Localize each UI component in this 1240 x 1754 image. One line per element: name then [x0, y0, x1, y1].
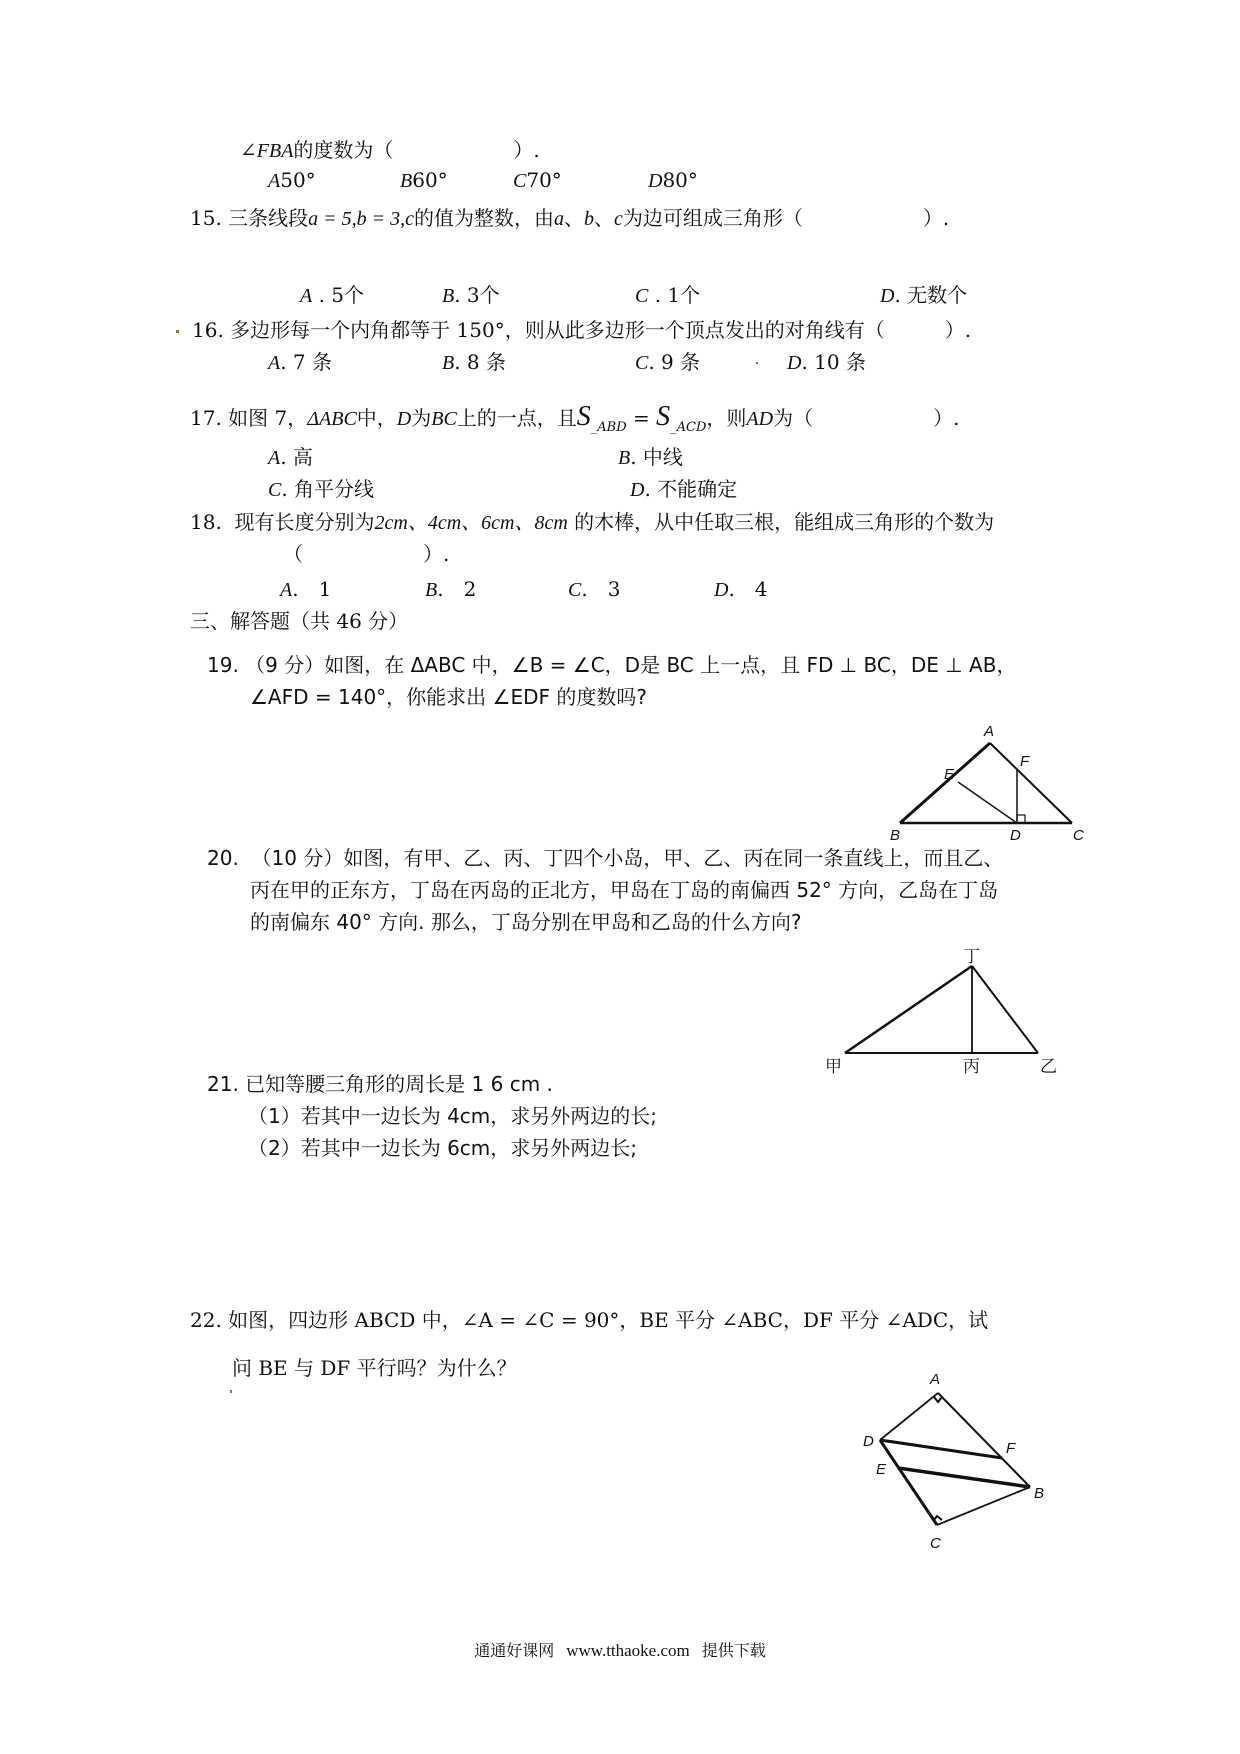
- label-d: D: [863, 1433, 874, 1450]
- q14-option-c: C70°: [513, 168, 562, 192]
- segment-ding-yi: [972, 966, 1038, 1053]
- q17-stem: 17. 如图 7，ΔABC中，D为BC上的一点，且$S_{\_ABD} = S_{\_ACD}$，则AD为（ ）.: [190, 401, 960, 435]
- q17-option-c: C. 角平分线: [268, 477, 375, 501]
- q15-option-a: A . 5个: [300, 283, 365, 307]
- segment-ad: [880, 1393, 938, 1440]
- right-angle-mark-a: [934, 1397, 942, 1402]
- page-footer: [0, 1638, 1240, 1661]
- q21-part2: （2）若其中一边长为 6cm，求另外两边长;: [248, 1136, 638, 1160]
- footer-url: www.tthaoke.com: [566, 1641, 690, 1660]
- label-d: D: [1010, 827, 1021, 844]
- q15-option-b: B. 3个: [442, 283, 500, 307]
- label-ding: 丁: [963, 947, 980, 967]
- q16-stem: 16. 多边形每一个内角都等于 150°，则从此多边形一个顶点发出的对角线有（ ）.: [192, 318, 972, 342]
- q18-option-d: D. 4: [714, 577, 768, 601]
- label-yi: 乙: [1040, 1057, 1057, 1077]
- label-c: C: [930, 1535, 941, 1552]
- segment-jia-ding: [845, 966, 972, 1053]
- q17-option-a: A. 高: [268, 445, 313, 469]
- q18-option-a: A. 1: [280, 577, 332, 601]
- label-c: C: [1073, 827, 1084, 844]
- q21-part1: （1）若其中一边长为 4cm，求另外两边的长;: [248, 1104, 658, 1128]
- segment-cb: [937, 1487, 1030, 1525]
- label-a: A: [984, 723, 995, 740]
- stray-dot: [230, 1390, 232, 1393]
- q17-option-b: B. 中线: [618, 445, 683, 469]
- q14-stem-text: 的度数为（ ）.: [293, 138, 540, 162]
- q20-line1: 20. （10 分）如图，有甲、乙、丙、丁四个小岛，甲、乙、丙在同一条直线上，而且乙、: [207, 846, 1004, 870]
- q18-option-b: B. 2: [425, 577, 477, 601]
- q15-option-c: C . 1个: [635, 283, 701, 307]
- label-a: A: [930, 1371, 941, 1388]
- q18-option-c: C. 3: [568, 577, 621, 601]
- q20-line2: 丙在甲的正东方，丁岛在丙岛的正北方，甲岛在丁岛的南偏西 52° 方向，乙岛在丁岛: [250, 878, 999, 902]
- label-f: F: [1020, 753, 1030, 770]
- q19-line1: 19. （9 分）如图，在 ΔABC 中，∠B = ∠C，D是 BC 上一点，且 FD ⊥ BC，DE ⊥ AB，: [207, 653, 1017, 677]
- label-e: E: [944, 766, 955, 783]
- segment-df: [880, 1440, 1002, 1458]
- label-bing: 丙: [963, 1057, 980, 1077]
- q18-blank: （ ）.: [283, 542, 450, 566]
- stray-dot: [176, 330, 179, 333]
- segment-ab: [900, 743, 990, 823]
- q14-option-a: A50°: [268, 168, 316, 192]
- q20-line3: 的南偏东 40° 方向. 那么，丁岛分别在甲岛和乙岛的什么方向?: [250, 910, 802, 934]
- q14-stem: [240, 140, 540, 161]
- stray-dot: [756, 362, 758, 364]
- right-angle-mark-c: [934, 1516, 942, 1520]
- q20-figure: [820, 930, 1080, 1080]
- segment-de: [958, 782, 1017, 823]
- segment-ac: [990, 743, 1072, 823]
- q22-line1: 22. 如图，四边形 ABCD 中，∠A = ∠C = 90°，BE 平分 ∠ABC，DF 平分 ∠ADC，试: [190, 1308, 989, 1332]
- label-e: E: [876, 1461, 887, 1478]
- q14-option-d: D80°: [648, 168, 698, 192]
- label-b: B: [1034, 1485, 1045, 1502]
- label-b: B: [890, 827, 901, 844]
- q21-line1: 21. 已知等腰三角形的周长是 1 6 cm .: [207, 1072, 553, 1096]
- q16-option-d: D. 10 条: [787, 350, 866, 374]
- q19-figure: [890, 710, 1110, 844]
- q14-angle: ∠FBA: [240, 140, 294, 162]
- segment-ab: [938, 1393, 1030, 1487]
- segment-eb: [898, 1468, 1030, 1487]
- q15-stem: 15. 三条线段a = 5,b = 3,c的值为整数，由a、b、c为边可组成三角形（ ）.: [190, 206, 950, 230]
- q16-option-a: A. 7 条: [268, 350, 333, 374]
- q17-option-d: D. 不能确定: [630, 477, 738, 501]
- section-3-title: 三、解答题（共 46 分）: [190, 609, 409, 633]
- segment-dc: [880, 1440, 937, 1525]
- q19-line2: ∠AFD = 140°，你能求出 ∠EDF 的度数吗?: [250, 685, 647, 709]
- q16-option-b: B. 8 条: [442, 350, 507, 374]
- q15-option-d: D. 无数个: [880, 283, 968, 307]
- q22-line2: 问 BE 与 DF 平行吗？为什么？: [232, 1356, 517, 1380]
- label-jia: 甲: [825, 1057, 842, 1077]
- q18-stem: 18. 现有长度分别为2cm、4cm、6cm、8cm 的木棒，从中任取三根，能组成三角形的个数为: [190, 510, 995, 534]
- q22-figure: [850, 1370, 1060, 1570]
- footer-suffix: 提供下载: [701, 1641, 766, 1660]
- q16-option-c: C. 9 条: [635, 350, 701, 374]
- q14-option-b: B60°: [400, 168, 448, 192]
- footer-site-name: 通通好课网: [474, 1641, 555, 1660]
- label-f: F: [1006, 1440, 1016, 1457]
